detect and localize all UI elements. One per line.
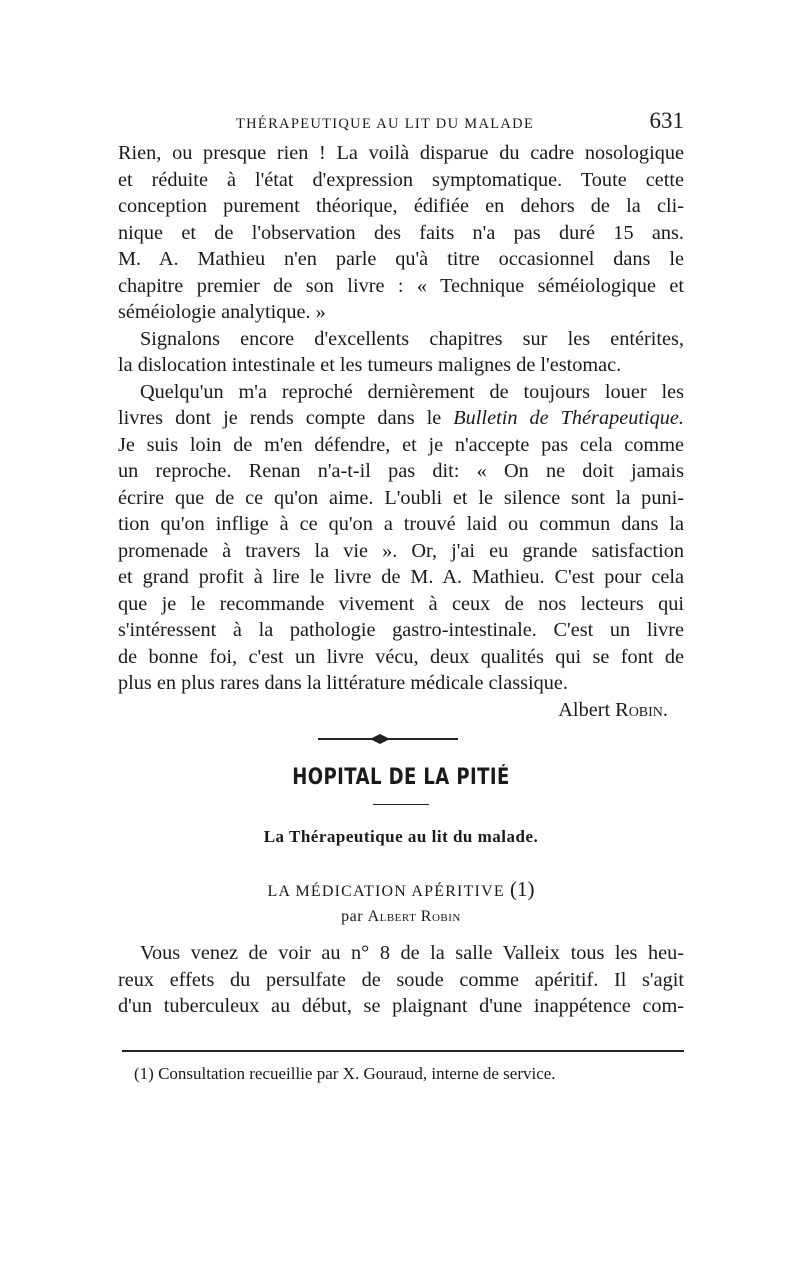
byline-author: Albert Robin: [367, 908, 461, 925]
byline-par: par: [341, 908, 364, 925]
text-line: nique et de l'observation des faits n'a pas duré 15 ans.: [118, 221, 684, 244]
text-line: Vous venez de voir au n° 8 de la salle Valleix tous les heu-: [140, 942, 684, 964]
footnote-reference: (1): [510, 877, 535, 901]
book-page: [118, 100, 684, 1084]
text-line: Signalons encore d'excellents chapitres sur les entérites,: [140, 327, 684, 350]
lecture-title: [118, 877, 684, 902]
text-line: s'intéressent à la pathologie gastro-intestinale. C'est un livre: [118, 619, 684, 641]
paragraph-nosology: [118, 140, 684, 326]
text-line: plus en plus rares dans la littérature médicale classique.: [118, 672, 568, 694]
text-line: un reproche. Renan n'a-t-il pas dit: « On ne doit jamais: [118, 460, 684, 482]
text-line: promenade à travers la vie ». Or, j'ai eu grande satisfaction: [118, 539, 684, 562]
text-line: M. A. Mathieu n'en parle qu'à titre occasionnel dans le: [118, 248, 684, 270]
paragraph-chapters: [118, 326, 684, 379]
running-header: [118, 100, 684, 140]
section-subtitle: La Thérapeutique au lit du malade.: [263, 827, 539, 846]
text-line-with-italic: [118, 405, 684, 432]
text-line: d'un tuberculeux au début, se plaignant d'une inappétence com-: [118, 995, 684, 1017]
text-line: reux effets du persulfate de soude comme apéritif. Il s'agit: [118, 968, 684, 991]
text-line: tion qu'on inflige à ce qu'on a trouvé laid ou commun dans la: [118, 513, 684, 535]
title-rule: [373, 804, 429, 805]
signature-last: Robin.: [615, 698, 668, 721]
section-title: HOPITAL DE LA PITIÉ: [292, 765, 510, 790]
text-line: et réduite à l'état d'expression symptomatique. Toute cette: [118, 168, 684, 191]
footnote-text: Consultation recueillie par X. Gouraud, interne de service.: [158, 1063, 556, 1083]
text-fragment: livres dont je rends compte dans le: [118, 407, 454, 429]
text-line: conception purement théorique, édifiée en dehors de la cli-: [118, 195, 684, 217]
text-line: la dislocation intestinale et les tumeurs malignes de l'estomac.: [118, 354, 622, 376]
text-line: séméiologie analytique. »: [118, 301, 326, 323]
text-line: Je suis loin de m'en défendre, et je n'accepte pas cela comme: [118, 433, 684, 456]
byline: [118, 908, 684, 926]
signature-first: Albert: [558, 698, 611, 721]
text-line: Rien, ou presque rien ! La voilà disparue du cadre nosologique: [118, 142, 684, 164]
paragraph-lecture: [118, 940, 684, 1020]
lecture-title-text: LA MÉDICATION APÉRITIVE: [267, 883, 505, 900]
text-line: et grand profit à lire le livre de M. A. Mathieu. C'est pour cela: [118, 566, 684, 588]
footnote-rule: [122, 1050, 684, 1052]
bulletin-title: Bulletin de Thérapeutique.: [453, 407, 684, 429]
text-line: chapitre premier de son livre : « Technique séméiologique et: [118, 274, 684, 297]
text-line: écrire que de ce qu'on aime. L'oubli et le silence sont la puni-: [118, 486, 684, 509]
footnote-marker: (1): [134, 1063, 154, 1083]
section-ornament: [118, 723, 684, 757]
paragraph-review: [118, 379, 684, 697]
ornament-divider-icon: [318, 733, 458, 745]
page-number: 631: [649, 108, 684, 133]
author-signature: [118, 697, 684, 724]
running-title: THÉRAPEUTIQUE AU LIT DU MALADE: [236, 116, 535, 132]
text-line: de bonne foi, c'est un livre vécu, deux qualités qui se font de: [118, 645, 684, 668]
text-line: que je le recommande vivement à ceux de nos lecteurs qui: [118, 592, 684, 615]
footnote: [118, 1064, 684, 1084]
text-line: Quelqu'un m'a reproché dernièrement de toujours louer les: [140, 380, 684, 403]
